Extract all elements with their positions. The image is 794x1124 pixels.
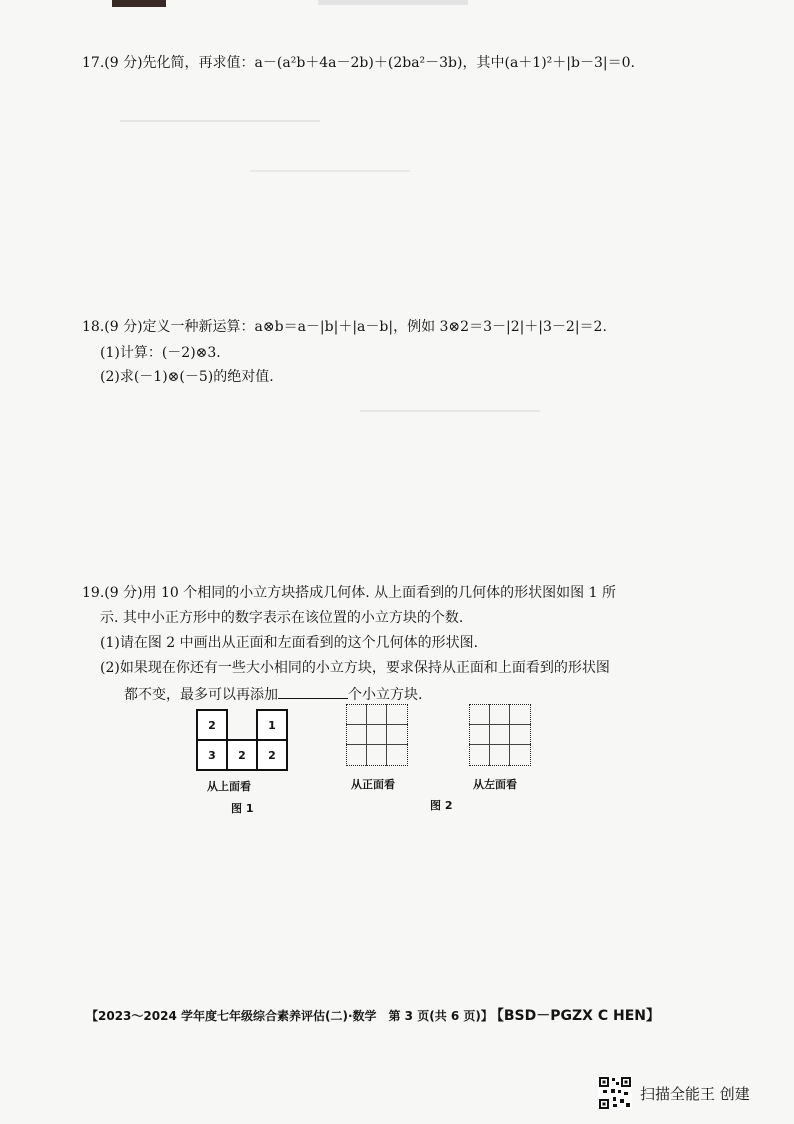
qr-code-icon xyxy=(598,1076,632,1110)
footer-text: 【2023～2024 学年度七年级综合素养评估(二)·数学 第 3 页(共 6 页)】 xyxy=(86,1009,493,1023)
question-19-part-1: (1)请在图 2 中画出从正面和左面看到的这个几何体的形状图. xyxy=(100,635,479,651)
figure-1-caption: 图 1 xyxy=(231,802,254,815)
question-19-part-2: (2)如果现在你还有一些大小相同的小立方块，要求保持从正面和上面看到的形状图 xyxy=(100,660,610,676)
cell-r2c1: 3 xyxy=(196,739,228,771)
scan-edge-faint xyxy=(318,0,468,5)
figure-1-top-view xyxy=(196,709,292,773)
cell-r2c2: 2 xyxy=(226,739,258,771)
left-view-grid[interactable] xyxy=(469,704,531,766)
bleed-through-mark xyxy=(250,170,410,172)
question-18-part-2: (2)求(－1)⊗(－5)的绝对值. xyxy=(100,369,274,385)
question-18 xyxy=(82,318,607,337)
question-19-text-line2: 示. 其中小正方形中的数字表示在该位置的小立方块的个数. xyxy=(100,610,464,626)
cell-r1c1: 2 xyxy=(196,709,228,741)
footer-code: 【BSD－PGZX C HEN】 xyxy=(496,1008,660,1024)
question-text: 用 10 个相同的小立方块搭成几何体. 从上面看到的几何体的形状图如图 1 所 xyxy=(142,585,616,601)
front-view-grid[interactable] xyxy=(346,704,408,766)
question-number: 18. xyxy=(82,319,105,335)
left-view-caption: 从左面看 xyxy=(473,778,517,791)
question-points: (9 分) xyxy=(104,55,143,71)
scanner-watermark: 扫描全能王 创建 xyxy=(640,1085,750,1103)
cell-r1c4: 1 xyxy=(256,709,288,741)
question-18-part-1: (1)计算：(－2)⊗3. xyxy=(100,345,221,361)
answer-suffix: 个小立方块. xyxy=(348,687,423,703)
figure-1-view-caption: 从上面看 xyxy=(207,780,251,793)
bleed-through-mark xyxy=(120,120,320,122)
cell-r2c3: 2 xyxy=(256,739,288,771)
question-19 xyxy=(82,584,616,603)
question-points: (9 分) xyxy=(104,585,143,601)
answer-blank[interactable] xyxy=(278,684,348,699)
answer-prompt: 都不变，最多可以再添加 xyxy=(124,687,278,703)
figure-2-caption: 图 2 xyxy=(430,799,453,812)
front-view-caption: 从正面看 xyxy=(351,778,395,791)
question-17 xyxy=(82,54,635,73)
bleed-through-mark xyxy=(360,410,540,412)
question-19-part-2-cont xyxy=(124,684,422,705)
question-text: 先化简，再求值：a－(a²b＋4a－2b)＋(2ba²－3b)，其中(a＋1)²＋|b－3|＝0. xyxy=(142,55,635,71)
page-footer xyxy=(86,1005,660,1025)
question-points: (9 分) xyxy=(104,319,143,335)
question-number: 17. xyxy=(82,55,105,71)
question-text: 定义一种新运算：a⊗b＝a－|b|＋|a－b|，例如 3⊗2＝3－|2|＋|3－2|＝2. xyxy=(142,319,607,335)
question-number: 19. xyxy=(82,585,105,601)
scan-edge-mark xyxy=(112,0,166,7)
